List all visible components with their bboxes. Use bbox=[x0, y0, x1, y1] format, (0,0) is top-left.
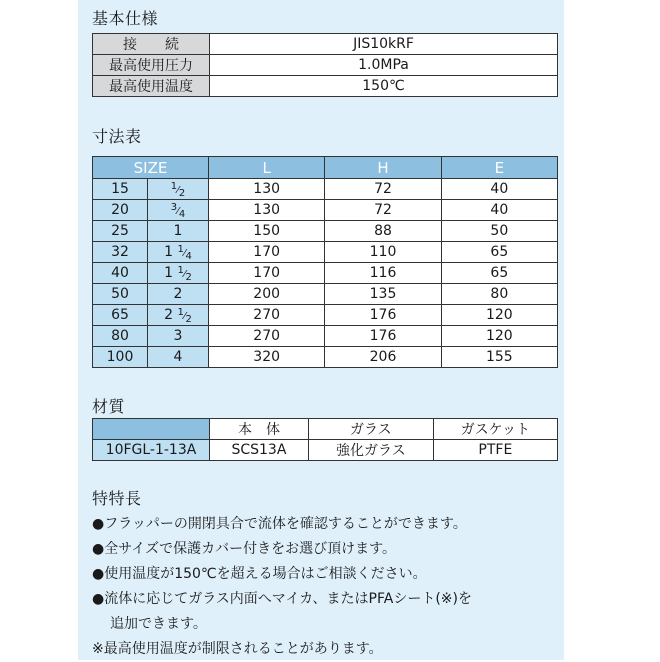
size-inch-fraction bbox=[171, 202, 185, 220]
spec-heading: 基本仕様 bbox=[92, 9, 159, 28]
feature-item: ●使用温度が150℃を超える場合はご相談ください。 bbox=[92, 566, 427, 582]
body-header: 本 体 bbox=[210, 419, 309, 440]
spec-label: 最高使用圧力 bbox=[93, 55, 210, 76]
dim-h: 135 bbox=[325, 284, 441, 305]
table-row bbox=[93, 221, 558, 242]
size-mm: 65 bbox=[93, 305, 148, 326]
fraction-denominator: 2 bbox=[178, 188, 186, 199]
dim-h: 72 bbox=[325, 179, 441, 200]
table-row bbox=[93, 440, 558, 461]
spec-table bbox=[92, 33, 558, 97]
glass-material: 強化ガラス bbox=[308, 440, 433, 461]
dim-h: 110 bbox=[325, 242, 441, 263]
spec-label: 最高使用温度 bbox=[93, 76, 210, 97]
size-inch-fraction bbox=[177, 244, 191, 262]
fraction-numerator: 1 bbox=[177, 307, 184, 318]
dimensions-body bbox=[93, 179, 558, 368]
gasket-material: PTFE bbox=[433, 440, 557, 461]
dimensions-table bbox=[92, 156, 558, 368]
table-row bbox=[93, 200, 558, 221]
dim-h: 116 bbox=[325, 263, 441, 284]
dim-h: 176 bbox=[325, 326, 441, 347]
blank-header bbox=[93, 419, 210, 440]
dim-e: 65 bbox=[441, 263, 557, 284]
size-inch bbox=[148, 221, 209, 242]
dim-e: 80 bbox=[441, 284, 557, 305]
table-row bbox=[93, 242, 558, 263]
feature-note: ※最高使用温度が制限されることがあります。 bbox=[92, 641, 383, 657]
table-row bbox=[93, 179, 558, 200]
dim-h: 206 bbox=[325, 347, 441, 368]
table-header-row bbox=[93, 419, 558, 440]
fraction-denominator: 2 bbox=[185, 272, 192, 283]
table-row bbox=[93, 76, 558, 97]
size-header: SIZE bbox=[93, 157, 209, 179]
dim-h: 88 bbox=[325, 221, 441, 242]
size-inch bbox=[148, 326, 209, 347]
size-mm: 25 bbox=[93, 221, 148, 242]
size-inch-whole: 2 bbox=[173, 286, 183, 302]
table-row bbox=[93, 263, 558, 284]
size-inch-whole: 1 bbox=[164, 265, 174, 281]
fraction-slash: ⁄ bbox=[177, 185, 179, 196]
feature-item: ●フラッパーの開閉具合で流体を確認することができます。 bbox=[92, 516, 467, 532]
h-header: H bbox=[325, 157, 441, 179]
fraction-numerator: 3 bbox=[170, 202, 178, 213]
size-mm: 40 bbox=[93, 263, 148, 284]
table-row bbox=[93, 34, 558, 55]
size-inch-whole: 1 bbox=[173, 223, 183, 239]
dim-e: 155 bbox=[441, 347, 557, 368]
body-material: SCS13A bbox=[210, 440, 309, 461]
dim-e: 40 bbox=[441, 179, 557, 200]
feature-continuation: 追加できます。 bbox=[110, 616, 207, 632]
dim-l: 170 bbox=[209, 242, 325, 263]
dim-e: 120 bbox=[441, 326, 557, 347]
table-row bbox=[93, 55, 558, 76]
size-inch bbox=[148, 200, 209, 221]
fraction-numerator: 1 bbox=[177, 265, 184, 276]
e-header: E bbox=[441, 157, 557, 179]
fraction-slash: ⁄ bbox=[183, 269, 186, 280]
fraction-slash: ⁄ bbox=[183, 248, 186, 259]
materials-heading: 材質 bbox=[92, 397, 126, 416]
size-mm: 100 bbox=[93, 347, 148, 368]
size-inch-whole: 4 bbox=[173, 349, 183, 365]
glass-header: ガラス bbox=[308, 419, 433, 440]
dim-l: 270 bbox=[209, 326, 325, 347]
spec-value: 1.0MPa bbox=[210, 55, 558, 76]
dim-l: 130 bbox=[209, 179, 325, 200]
model-cell: 10FGL-1-13A bbox=[93, 440, 210, 461]
size-inch bbox=[148, 347, 209, 368]
size-mm: 20 bbox=[93, 200, 148, 221]
size-mm: 80 bbox=[93, 326, 148, 347]
fraction-slash: ⁄ bbox=[177, 206, 179, 217]
dim-l: 130 bbox=[209, 200, 325, 221]
size-inch-fraction bbox=[177, 307, 191, 325]
spec-value: JIS10kRF bbox=[210, 34, 558, 55]
size-inch bbox=[148, 179, 209, 200]
table-header-row bbox=[93, 157, 558, 179]
fraction-denominator: 4 bbox=[185, 251, 192, 262]
feature-item: ●全サイズで保護カバー付きをお選び頂けます。 bbox=[92, 541, 396, 557]
gasket-header: ガスケット bbox=[433, 419, 557, 440]
features-list bbox=[92, 512, 562, 662]
size-inch bbox=[148, 305, 209, 326]
materials-table bbox=[92, 418, 558, 461]
size-inch-fraction bbox=[177, 265, 191, 283]
fraction-slash: ⁄ bbox=[183, 311, 186, 322]
fraction-denominator: 4 bbox=[178, 209, 186, 220]
table-row bbox=[93, 326, 558, 347]
spec-label: 接 続 bbox=[93, 34, 210, 55]
dim-h: 72 bbox=[325, 200, 441, 221]
dim-h: 176 bbox=[325, 305, 441, 326]
table-row bbox=[93, 347, 558, 368]
dimensions-heading: 寸法表 bbox=[92, 127, 142, 146]
dim-e: 65 bbox=[441, 242, 557, 263]
size-inch bbox=[148, 284, 209, 305]
size-inch-whole: 1 bbox=[164, 244, 174, 260]
dim-l: 320 bbox=[209, 347, 325, 368]
l-header: L bbox=[209, 157, 325, 179]
table-row bbox=[93, 284, 558, 305]
fraction-numerator: 1 bbox=[177, 244, 184, 255]
size-inch-whole: 2 bbox=[164, 307, 174, 323]
dim-l: 150 bbox=[209, 221, 325, 242]
dim-e: 50 bbox=[441, 221, 557, 242]
spec-value: 150℃ bbox=[210, 76, 558, 97]
size-inch bbox=[148, 242, 209, 263]
size-mm: 32 bbox=[93, 242, 148, 263]
features-heading: 特特長 bbox=[92, 489, 142, 508]
fraction-numerator: 1 bbox=[170, 181, 178, 192]
size-mm: 15 bbox=[93, 179, 148, 200]
size-inch-fraction bbox=[171, 181, 185, 199]
feature-item: ●流体に応じてガラス内面へマイカ、またはPFAシート(※)を bbox=[92, 591, 472, 607]
dim-l: 200 bbox=[209, 284, 325, 305]
table-row bbox=[93, 305, 558, 326]
size-inch bbox=[148, 263, 209, 284]
dim-l: 270 bbox=[209, 305, 325, 326]
dim-e: 40 bbox=[441, 200, 557, 221]
dim-e: 120 bbox=[441, 305, 557, 326]
size-mm: 50 bbox=[93, 284, 148, 305]
fraction-denominator: 2 bbox=[185, 314, 192, 325]
size-inch-whole: 3 bbox=[173, 328, 183, 344]
dim-l: 170 bbox=[209, 263, 325, 284]
